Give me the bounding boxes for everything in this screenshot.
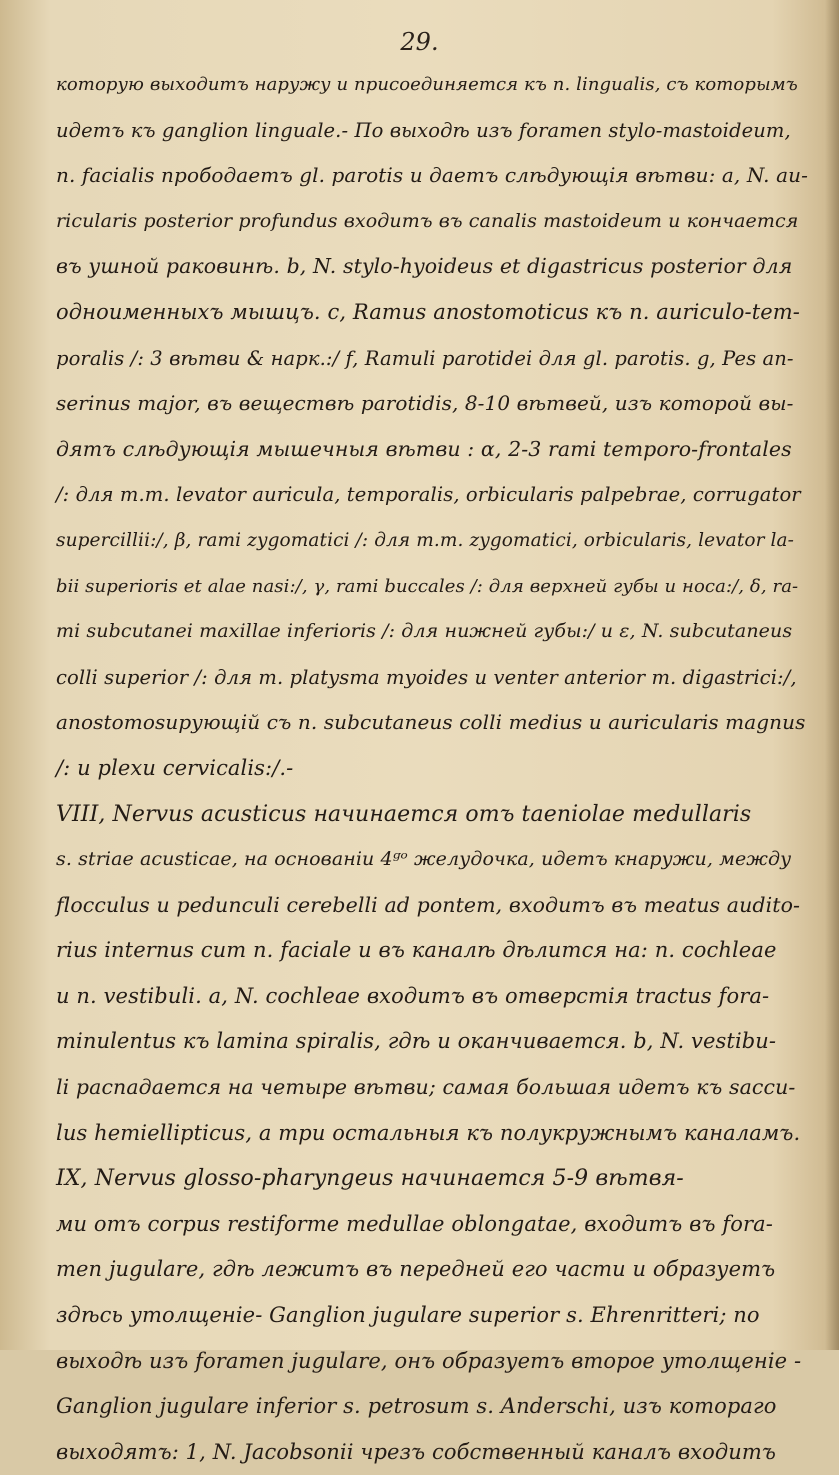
text-line: ми отъ corpus restiforme medullae oblongatae, входитъ въ fora- xyxy=(56,1211,773,1236)
text-line: одноименныхъ мышцъ. c, Ramus anostomoticus къ n. auriculo-tem- xyxy=(56,299,800,324)
text-line: ricularis posterior profundus входитъ въ canalis mastoideum и кончается xyxy=(56,209,799,232)
text-line: li распадается на четыре вѣтви; самая большая идетъ къ saccu- xyxy=(56,1075,796,1100)
text-line: minulentus къ lamina spiralis, гдѣ и оканчивается. b, N. vestibu- xyxy=(56,1029,777,1054)
text-line: выходятъ: 1, N. Jacobsonii чрезъ собственный каналъ входитъ xyxy=(56,1439,777,1464)
text-line: serinus major, въ веществѣ parotidis, 8-10 вѣтвей, изъ которой вы- xyxy=(56,391,794,416)
text-line: colli superior /: для m. platysma myoides и venter anterior m. digastrici:/, xyxy=(56,665,797,689)
handwritten-text-block xyxy=(56,62,808,1475)
text-line: здѣсь утолщеніе- Ganglion jugulare superior s. Ehrenritteri; по xyxy=(56,1303,760,1328)
text-line: /: для m.m. levator auricula, temporalis, orbicularis palpebrae, corrugator xyxy=(56,483,801,507)
section-heading-line: VIII, Nervus acusticus начинается отъ taeniolae medullaris xyxy=(56,801,752,827)
text-line: lus hemiellipticus, а три остальныя къ полукружнымъ каналамъ. xyxy=(56,1120,801,1145)
text-line: anostomosирующій съ n. subcutaneus colli medius и auricularis magnus xyxy=(56,710,806,735)
text-line: poralis /: 3 вѣтви & нарк.:/ f, Ramuli parotidei для gl. parotis. g, Pes an- xyxy=(56,346,794,370)
text-line: mi subcutanei maxillae inferioris /: для нижней губы:/ и ε, N. subcutaneus xyxy=(56,620,793,643)
text-line: rius internus cum n. faciale и въ каналѣ дѣлится на: n. cochleae xyxy=(56,938,777,963)
text-line: s. striae acusticae, на основаніи 4ᵍᵒ желудочка, идетъ кнаружи, между xyxy=(56,848,792,871)
text-line: n. facialis прободаетъ gl. parotis и даетъ слѣдующія вѣтви: a, N. au- xyxy=(56,163,808,188)
section-heading-line: IX, Nervus glosso-pharyngeus начинается 5-9 вѣтвя- xyxy=(56,1166,684,1192)
text-line: и n. vestibuli. a, N. cochleae входитъ въ отверстія tractus fora- xyxy=(56,983,770,1008)
page-number: 29. xyxy=(400,28,439,56)
page-edge-shadow xyxy=(825,0,839,1350)
text-line: въ ушной раковинѣ. b, N. stylo-hyoideus et digastricus posterior для xyxy=(56,254,793,279)
text-line: выходѣ изъ foramen jugulare, онъ образуетъ второе утолщеніе - xyxy=(56,1348,802,1373)
text-line: /: и plexu cervicalis:/.- xyxy=(56,755,294,780)
text-line: дятъ слѣдующія мышечныя вѣтви : α, 2-3 rami temporo-frontales xyxy=(56,436,792,461)
text-line: которую выходитъ наружу и присоединяется къ n. lingualis, съ которымъ xyxy=(56,74,798,95)
text-line: men jugulare, гдѣ лежитъ въ передней его части и образуетъ xyxy=(56,1257,776,1282)
text-line: flocculus и pedunculi cerebelli ad pontem, входитъ въ meatus audito- xyxy=(56,892,801,917)
text-line: bii superioris et alae nasi:/, γ, rami buccales /: для верхней губы и носа:/, δ, ra- xyxy=(56,575,799,597)
text-line: идетъ къ ganglion linguale.- По выходѣ изъ foramen stylo-mastoideum, xyxy=(56,118,791,142)
text-line: supercillii:/, β, rami zygomatici /: для m.m. zygomatici, orbicularis, levator la- xyxy=(56,529,795,551)
text-line: Ganglion jugulare inferior s. petrosum s. Anderschi, изъ котораго xyxy=(56,1394,777,1419)
